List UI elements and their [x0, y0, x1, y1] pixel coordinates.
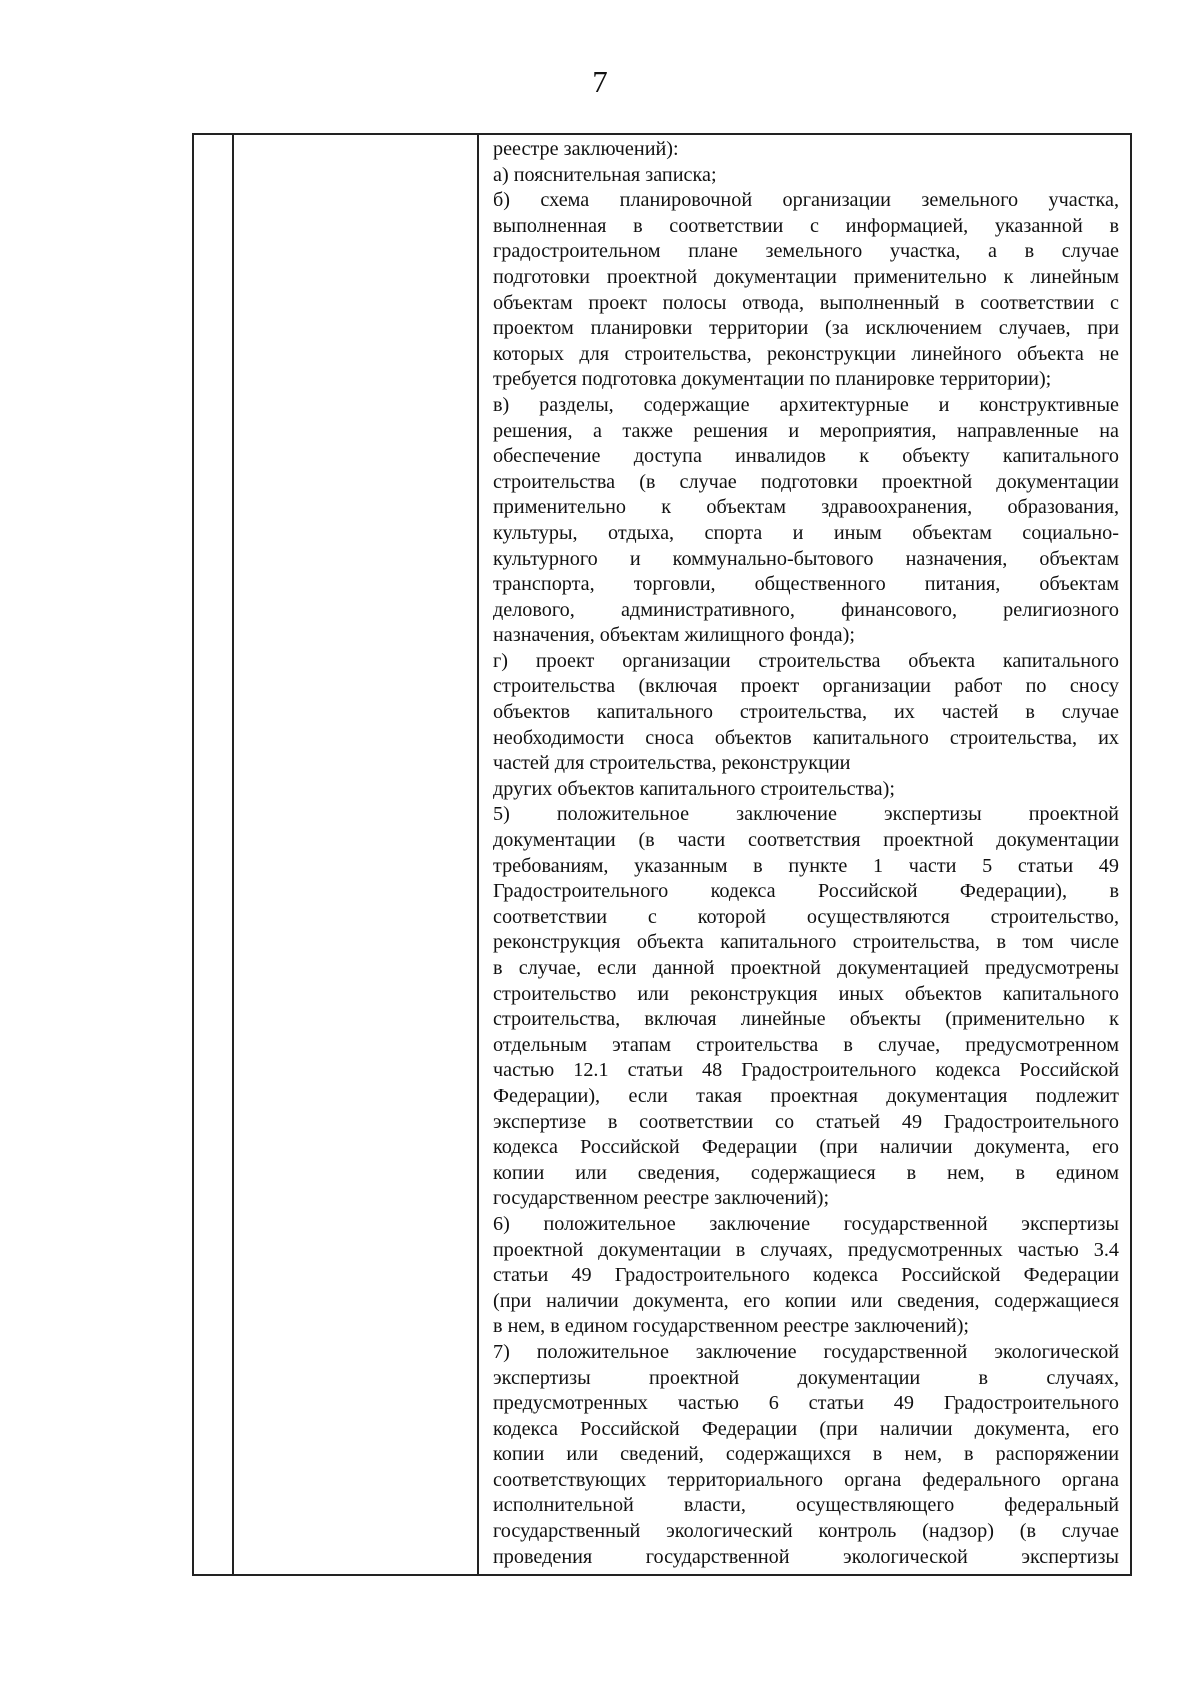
text-line: проектом планировки территории (за исключением случаев, при: [493, 317, 1119, 340]
text-line: государственном реестре заключений);: [493, 1187, 830, 1210]
text-line: кодекса Российской Федерации (при наличии документа, его: [493, 1136, 1119, 1159]
column-divider-2: [477, 135, 479, 1574]
table-cell-text: [493, 137, 1119, 1570]
text-line: 6) положительное заключение государственной экспертизы: [493, 1212, 1119, 1235]
text-line: г) проект организации строительства объекта капитального: [493, 649, 1119, 672]
text-line: применительно к объектам здравоохранения, образования,: [493, 496, 1119, 519]
text-line: исполнительной власти, осуществляющего федеральный: [493, 1494, 1119, 1517]
text-line: транспорта, торговли, общественного питания, объектам: [493, 573, 1119, 596]
text-line: копии или сведений, содержащихся в нем, в распоряжении: [493, 1443, 1119, 1466]
text-line: соответствующих территориального органа федерального органа: [493, 1468, 1119, 1491]
text-line: решения, а также решения и мероприятия, направленные на: [493, 419, 1119, 442]
text-line: обеспечение доступа инвалидов к объекту капитального: [493, 445, 1119, 468]
text-line: в случае, если данной проектной документацией предусмотрены: [493, 957, 1119, 979]
text-line: кодекса Российской Федерации (при наличии документа, его: [493, 1417, 1119, 1440]
text-line: отдельным этапам строительства в случае, предусмотренном: [493, 1033, 1119, 1056]
text-line: культурного и коммунально-бытового назначения, объектам: [493, 547, 1119, 570]
text-line: подготовки проектной документации применительно к линейным: [493, 265, 1119, 288]
text-line: в) разделы, содержащие архитектурные и конструктивные: [493, 393, 1119, 416]
text-line: требуется подготовка документации по планировке территории);: [493, 368, 1052, 391]
text-line: предусмотренных частью 6 статьи 49 Градостроительного: [493, 1392, 1119, 1415]
text-line: статьи 49 Градостроительного кодекса Российской Федерации: [493, 1264, 1119, 1287]
text-line: проведения государственной экологической экспертизы: [493, 1545, 1119, 1568]
text-line: (при наличии документа, его копии или сведения, содержащиеся: [493, 1289, 1119, 1312]
text-line: которых для строительства, реконструкции линейного объекта не: [493, 342, 1119, 365]
column-divider-1: [232, 135, 234, 1574]
text-line: соответствии с которой осуществляются строительство,: [493, 905, 1119, 928]
text-line: частей для строительства, реконструкции: [493, 752, 851, 775]
text-line: градостроительном плане земельного участка, а в случае: [493, 240, 1119, 263]
text-line: объектам проект полосы отвода, выполненный в соответствии с: [493, 291, 1119, 314]
text-line: в нем, в едином государственном реестре заключений);: [493, 1315, 970, 1338]
page-number: 7: [592, 64, 608, 99]
text-line: культуры, отдыха, спорта и иным объектам социально-: [493, 521, 1119, 544]
text-line: требованиям, указанным в пункте 1 части 5 статьи 49: [493, 854, 1119, 877]
text-line: объектов капитального строительства, их частей в случае: [493, 701, 1119, 724]
text-line: 5) положительное заключение экспертизы проектной: [493, 803, 1119, 826]
text-line: строительства (включая проект организации работ по сносу: [493, 675, 1119, 698]
document-table: [192, 133, 1132, 1576]
text-line: государственный экологический контроль (надзор) (в случае: [493, 1520, 1119, 1543]
text-line: копии или сведения, содержащиеся в нем, в едином: [493, 1161, 1119, 1184]
text-line: делового, административного, финансового, религиозного: [493, 598, 1119, 621]
text-line: экспертизы проектной документации в случаях,: [493, 1366, 1119, 1389]
text-line: проектной документации в случаях, предусмотренных частью 3.4: [493, 1238, 1119, 1261]
text-line: экспертизе в соответствии со статьей 49 Градостроительного: [493, 1110, 1119, 1133]
text-line: реестре заключений):: [493, 138, 679, 160]
text-line: реконструкция объекта капитального строительства, в том числе: [493, 931, 1119, 954]
text-line: назначения, объектам жилищного фонда);: [493, 624, 855, 647]
text-line: необходимости сноса объектов капитального строительства, их: [493, 726, 1119, 749]
text-line: документации (в части соответствия проектной документации: [493, 829, 1119, 852]
text-line: Федерации), если такая проектная документация подлежит: [493, 1084, 1119, 1107]
text-line: частью 12.1 статьи 48 Градостроительного кодекса Российской: [493, 1059, 1119, 1082]
text-line: 7) положительное заключение государственной экологической: [493, 1340, 1119, 1363]
text-line: выполненная в соответствии с информацией, указанной в: [493, 214, 1119, 237]
text-line: а) пояснительная записка;: [493, 163, 717, 186]
text-line: строительства (в случае подготовки проектной документации: [493, 470, 1119, 493]
text-line: б) схема планировочной организации земельного участка,: [493, 189, 1119, 212]
text-line: Градостроительного кодекса Российской Федерации), в: [493, 880, 1119, 903]
text-line: других объектов капитального строительства);: [493, 777, 895, 800]
text-line: строительство или реконструкция иных объектов капитального: [493, 982, 1119, 1005]
text-line: строительства, включая линейные объекты (применительно к: [493, 1008, 1119, 1031]
